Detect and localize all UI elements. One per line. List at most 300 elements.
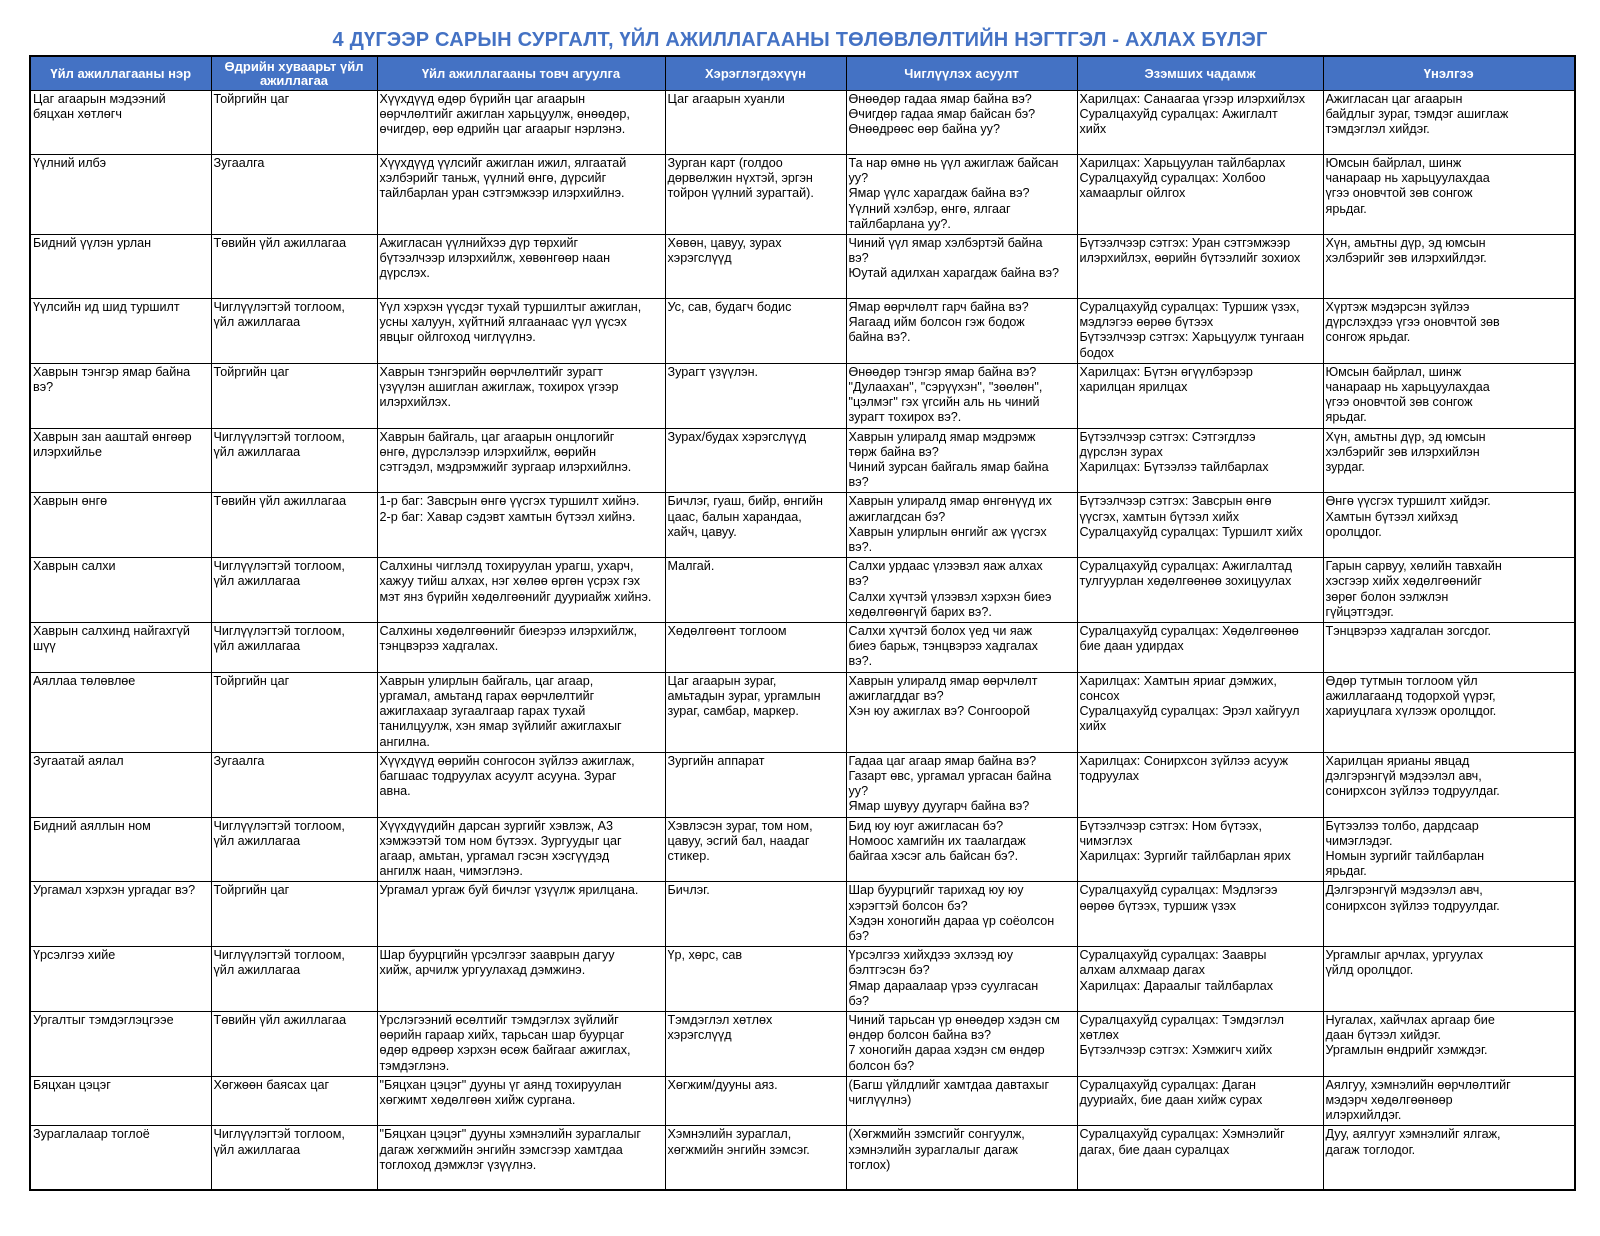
cell-line: үйл ажиллагаа: [213, 963, 301, 978]
cell-line: Бичлэг, гуаш, бийр, өнгийн: [667, 494, 823, 509]
cell-line: бэ?: [848, 928, 870, 943]
cell-guiding-questions: [846, 623, 1077, 673]
cell-materials: [665, 752, 846, 817]
cell-line: Үрслэгээний өсөлтийг тэмдэглэх зүйлийг: [379, 1012, 619, 1027]
cell-line: Харилцах: Сонирхсон зүйлээ асууж: [1079, 753, 1289, 768]
cell-line: Зурган карт (голдоо: [667, 156, 783, 170]
cell-line: үгээ оновчтой зөв сонгож: [1325, 186, 1473, 201]
header-guiding-questions: Чиглүүлэх асуулт: [846, 56, 1077, 91]
cell-line: чимэглэх: [1079, 833, 1133, 848]
cell-line: Хаврын салхинд найгахгүй: [33, 624, 190, 639]
cell-materials: [665, 363, 846, 428]
cell-assessment: [1323, 155, 1575, 235]
cell-line: байгаа хэсэг аль байсан бэ?.: [848, 848, 1019, 863]
cell-line: хариуцлага хүлээж оролцдог.: [1325, 704, 1497, 719]
cell-line: Үүл хэрхэн үүсдэг тухай туршилтыг ажиглан,: [379, 300, 642, 315]
cell-line: үйл ажиллагаа: [213, 1142, 301, 1157]
cell-daily-schedule: [211, 623, 377, 673]
cell-line: Ургамал ургаж буй бичлэг үзүүлж ярилцана.: [379, 883, 639, 898]
table-row: [30, 299, 1575, 364]
table-row: [30, 672, 1575, 752]
cell-line: Үүлний хэлбэр, өнгө, ялгааг: [848, 201, 1011, 216]
table-row: [30, 1126, 1575, 1190]
cell-line: хэлбэрийг таньж, үүлний өнгө, дүрсийг: [379, 171, 607, 186]
cell-line: Суралцахуйд суралцах: Эрэл хайгуул: [1079, 704, 1300, 719]
cell-line: Суралцахуйд суралцах: Хэмнэлийг: [1079, 1127, 1285, 1142]
cell-line: ярьдаг.: [1325, 201, 1367, 216]
cell-line: Ажигласан цаг агаарын: [1325, 92, 1463, 106]
cell-daily-schedule: [211, 1076, 377, 1126]
cell-line: Ургамлын өндрийг хэмждэг.: [1325, 1043, 1488, 1058]
cell-line: 7 хоногийн дараа хэдэн см өндөр: [848, 1043, 1045, 1058]
cell-line: тодруулах: [1079, 768, 1140, 783]
cell-line: Та нар өмнө нь үүл ажиглаж байсан: [848, 156, 1059, 170]
cell-competencies: [1077, 672, 1323, 752]
cell-line: Хүүхдүүд өдөр бүрийн цаг агаарын: [379, 92, 586, 106]
cell-line: Чиглүүлэгтэй тоглоом,: [213, 300, 345, 315]
cell-assessment: [1323, 882, 1575, 947]
cell-guiding-questions: [846, 672, 1077, 752]
cell-line: явцыг ойлгоход чиглүүлнэ.: [379, 330, 536, 345]
table-row: [30, 1076, 1575, 1126]
cell-assessment: [1323, 752, 1575, 817]
cell-line: сонирхсон зүйлээ тодруулдаг.: [1325, 784, 1500, 799]
cell-line: тайлбарлана уу?.: [848, 216, 951, 231]
cell-line: Юмсын байрлал, шинж: [1325, 156, 1462, 170]
cell-line: Бидний аяллын ном: [33, 818, 151, 833]
cell-line: "Дулаахан", "сэрүүхэн", "зөөлөн",: [848, 380, 1043, 395]
cell-line: Чиний үүл ямар хэлбэртэй байна: [848, 236, 1043, 251]
cell-line: Суралцахуйд суралцах: Холбоо: [1079, 171, 1266, 186]
cell-activity-name: [30, 363, 211, 428]
cell-line: өнгө, дүрслэлээр илэрхийлж, өөрийн: [379, 444, 597, 459]
cell-line: Хаврын тэнгэр ямар байна: [33, 364, 191, 379]
cell-line: үзүүлэн ашиглан ажиглаж, тохирох үгээр: [379, 380, 619, 395]
plan-table: [29, 55, 1576, 1191]
cell-line: тэмдэглэл хийдэг.: [1325, 122, 1430, 137]
cell-line: Газарт өвс, ургамал ургасан байна: [848, 768, 1052, 783]
cell-line: Тойргийн цаг: [213, 883, 290, 898]
cell-line: вэ?: [848, 475, 869, 490]
cell-line: Чиглүүлэгтэй тоглоом,: [213, 948, 345, 963]
cell-line: 2-р баг: Хавар сэдэвт хамтын бүтээл хийнэ.: [379, 509, 636, 524]
cell-line: "Бяцхан цэцэг" дууны хэмнэлийн зураглалыг: [379, 1127, 641, 1142]
cell-line: тулгуурлан хөдөлгөөнөө зохицуулах: [1079, 574, 1292, 589]
cell-line: тоглох): [848, 1157, 891, 1172]
cell-line: Яагаад ийм болсон гэж бодож: [848, 315, 1025, 330]
cell-line: Гадаа цаг агаар ямар байна вэ?: [848, 753, 1037, 768]
cell-line: ангилж наан, чимэглэнэ.: [379, 864, 523, 879]
cell-line: даан бүтээл хийдэг.: [1325, 1028, 1441, 1043]
cell-line: ажиллагаанд тодорхой үүрэг,: [1325, 688, 1496, 703]
cell-guiding-questions: [846, 299, 1077, 364]
cell-line: Хаврын байгаль, цаг агаарын онцлогийг: [379, 429, 615, 444]
cell-line: Харилцах: Санаагаа үгээр илэрхийлэх: [1079, 92, 1306, 106]
cell-line: Хэмнэлийн зураглал,: [667, 1127, 792, 1142]
cell-line: Бидний үүлэн урлан: [33, 236, 152, 251]
cell-daily-schedule: [211, 672, 377, 752]
cell-activity-name: [30, 155, 211, 235]
cell-daily-schedule: [211, 235, 377, 299]
cell-line: 1-р баг: Завсрын өнгө үүсгэх туршилт хийнэ.: [379, 494, 640, 509]
cell-line: чанараар нь харьцуулахдаа: [1325, 380, 1490, 395]
cell-line: Суралцахуйд суралцах: Тэмдэглэл: [1079, 1012, 1284, 1027]
cell-line: ажиглагдсан бэ?: [848, 509, 946, 524]
cell-line: (Багш үйлдлийг хамтдаа давтахыг: [848, 1077, 1050, 1092]
cell-line: Хөдөлгөөнт тоглоом: [667, 624, 787, 639]
cell-line: илэрхийлэх, өөрийн бүтээлийг зохиох: [1079, 251, 1301, 266]
cell-competencies: [1077, 428, 1323, 493]
cell-line: Хөгжөөн баясах цаг: [213, 1077, 330, 1092]
cell-line: Хөгжим/дууны аяз.: [667, 1077, 778, 1092]
cell-line: стикер.: [667, 848, 710, 863]
cell-line: хэрэгтэй болсон бэ?: [848, 898, 968, 913]
cell-line: вэ?.: [848, 540, 873, 555]
cell-line: мэт янз бүрийн хөдөлгөөнийг дууриайж хийнэ.: [379, 589, 652, 604]
cell-line: хэмжээтэй том ном бүтээх. Зургуудыг цаг: [379, 833, 622, 848]
cell-guiding-questions: [846, 155, 1077, 235]
cell-line: Суралцахуйд суралцах: Хөдөлгөөнөө: [1079, 624, 1299, 639]
cell-activity-name: [30, 428, 211, 493]
cell-line: алхам алхмаар дагах: [1079, 963, 1205, 978]
cell-competencies: [1077, 558, 1323, 623]
cell-line: Хаврын улиралд ямар мэдрэмж: [848, 429, 1036, 444]
cell-daily-schedule: [211, 752, 377, 817]
cell-line: Үүлний илбэ: [33, 156, 107, 170]
cell-guiding-questions: [846, 1076, 1077, 1126]
cell-line: Үрсэлгээ хийе: [33, 948, 116, 963]
cell-line: Хаврын тэнгэрийн өөрчлөлтийг зурагт: [379, 364, 603, 379]
cell-line: Дэлгэрэнгүй мэдээлэл авч,: [1325, 883, 1483, 898]
cell-activity-content: [377, 1126, 665, 1190]
table-row: [30, 235, 1575, 299]
cell-line: Өдөр тутмын тоглоом үйл: [1325, 673, 1478, 688]
cell-line: биеэ барьж, тэнцвэрээ хадгалах: [848, 639, 1038, 654]
cell-line: үйл ажиллагаа: [213, 574, 301, 589]
header-activity-content: Үйл ажиллагааны товч агуулга: [377, 56, 665, 91]
cell-line: зураг, самбар, маркер.: [667, 704, 799, 719]
cell-competencies: [1077, 1011, 1323, 1076]
cell-line: Суралцахуйд суралцах: Ажиглалтад: [1079, 559, 1292, 574]
cell-competencies: [1077, 493, 1323, 558]
cell-line: Суралцахуйд суралцах: Туршиж үзэх,: [1079, 300, 1300, 315]
cell-line: илэрхийлэх.: [379, 395, 451, 410]
cell-line: Төвийн үйл ажиллагаа: [213, 236, 347, 251]
cell-line: хэлбэрийг зөв илэрхийлэн: [1325, 444, 1480, 459]
table-body: [30, 91, 1575, 1190]
cell-line: Юмсын байрлал, шинж: [1325, 364, 1462, 379]
cell-daily-schedule: [211, 558, 377, 623]
cell-line: ярьдаг.: [1325, 864, 1367, 879]
cell-line: Хамтын бүтээл хийхэд: [1325, 509, 1458, 524]
cell-daily-schedule: [211, 299, 377, 364]
cell-line: хөгжмийн энгийн зэмсэг.: [667, 1142, 810, 1157]
header-competencies: Эзэмших чадамж: [1077, 56, 1323, 91]
cell-activity-name: [30, 91, 211, 155]
cell-line: Чиний тарьсан үр өнөөдөр хэдэн см: [848, 1012, 1060, 1027]
cell-line: Хаврын улирлын байгаль, цаг агаар,: [379, 673, 594, 688]
cell-competencies: [1077, 623, 1323, 673]
header-daily-schedule: Өдрийн хуваарьт үйл ажиллагаа: [211, 56, 377, 91]
cell-line: Суралцахуйд суралцах: Ажиглалт: [1079, 107, 1278, 122]
cell-line: бүтээлчээр илэрхийлж, хөвөнгөөр наан: [379, 251, 611, 266]
cell-line: Хаврын салхи: [33, 559, 116, 574]
cell-line: шүү: [33, 639, 56, 654]
cell-line: Үрсэлгээ хийхдээ эхлээд юу: [848, 948, 1013, 963]
cell-assessment: [1323, 1126, 1575, 1190]
table-row: [30, 817, 1575, 882]
cell-line: Зурах/будах хэрэгслүүд: [667, 429, 807, 444]
cell-assessment: [1323, 947, 1575, 1012]
cell-line: танилцуулж, хэн ямар зүйлийг ажиглахыг: [379, 719, 622, 734]
table-row: [30, 155, 1575, 235]
cell-guiding-questions: [846, 428, 1077, 493]
cell-activity-content: [377, 752, 665, 817]
cell-line: тоглоход дэмжлэг үзүүлнэ.: [379, 1157, 537, 1172]
cell-assessment: [1323, 558, 1575, 623]
cell-materials: [665, 155, 846, 235]
cell-line: (Хөгжмийн зэмсгийг сонгуулж,: [848, 1127, 1025, 1142]
cell-line: Ямар шувуу дуугарч байна вэ?: [848, 799, 1030, 814]
cell-materials: [665, 493, 846, 558]
cell-line: Тойргийн цаг: [213, 364, 290, 379]
cell-line: Бичлэг.: [667, 883, 710, 898]
header-activity-name: Үйл ажиллагааны нэр: [30, 56, 211, 91]
cell-line: хэрэгслүүд: [667, 1028, 732, 1043]
cell-line: хөтлөх: [1079, 1028, 1119, 1043]
cell-line: Өнөөдөр гадаа ямар байна вэ?: [848, 92, 1032, 106]
cell-line: гүйцэтгэдэг.: [1325, 604, 1394, 619]
cell-line: төрж байна вэ?: [848, 444, 939, 459]
cell-line: Бүтээлчээр сэтгэх: Уран сэтгэмжээр: [1079, 236, 1291, 251]
cell-line: үйлд оролцдог.: [1325, 963, 1414, 978]
cell-line: уу?: [848, 784, 869, 799]
cell-line: өчигдөр, өөр өдрийн цаг агаарыг нэрлэнэ.: [379, 122, 626, 137]
cell-line: өөрийн гараар хийх, тарьсан шар буурцаг: [379, 1028, 625, 1043]
cell-line: хэлбэрийг зөв илэрхийлдэг.: [1325, 251, 1487, 266]
header-row: [30, 56, 1575, 91]
cell-assessment: [1323, 428, 1575, 493]
cell-competencies: [1077, 363, 1323, 428]
header-assessment: Үнэлгээ: [1323, 56, 1575, 91]
cell-line: Чиглүүлэгтэй тоглоом,: [213, 818, 345, 833]
cell-line: ургамал, амьтанд гарах өөрчлөлтийг: [379, 688, 595, 703]
cell-activity-name: [30, 1076, 211, 1126]
cell-line: үйл ажиллагаа: [213, 315, 301, 330]
cell-materials: [665, 235, 846, 299]
cell-line: Суралцахуйд суралцах: Даган: [1079, 1077, 1256, 1092]
cell-line: Юутай адилхан харагдаж байна вэ?: [848, 266, 1060, 281]
cell-line: усны халуун, хүйтний ялгаанаас үүл үүсэх: [379, 315, 627, 330]
cell-line: Гарын сарвуу, хөлийн тавхайн: [1325, 559, 1502, 574]
cell-line: Чиглүүлэгтэй тоглоом,: [213, 429, 345, 444]
cell-line: үгээ оновчтой зөв сонгож: [1325, 395, 1473, 410]
cell-materials: [665, 91, 846, 155]
cell-line: үйл ажиллагаа: [213, 444, 301, 459]
cell-line: Ямар өөрчлөлт гарч байна вэ?: [848, 300, 1029, 315]
cell-line: вэ?: [33, 380, 54, 395]
cell-competencies: [1077, 947, 1323, 1012]
cell-line: мэдлэгээ өөрөө бүтээх: [1079, 315, 1214, 330]
cell-activity-content: [377, 672, 665, 752]
cell-line: хийх: [1079, 122, 1107, 137]
cell-line: Суралцахуйд суралцах: Мэдлэгээ: [1079, 883, 1278, 898]
cell-line: Малгай.: [667, 559, 715, 574]
cell-line: зурагт тохирох вэ?.: [848, 410, 962, 425]
cell-line: оролцдог.: [1325, 524, 1382, 539]
cell-line: тэмдэглэнэ.: [379, 1058, 450, 1073]
cell-line: өндөр болсон байна вэ?: [848, 1028, 992, 1043]
cell-line: багшаас тодруулах асуулт асууна. Зураг: [379, 768, 617, 783]
cell-activity-name: [30, 752, 211, 817]
cell-line: Бүтээлчээр сэтгэх: Хэмжигч хийх: [1079, 1043, 1273, 1058]
cell-line: Тойргийн цаг: [213, 673, 290, 688]
table-row: [30, 623, 1575, 673]
cell-line: Хаврын өнгө: [33, 494, 108, 509]
cell-daily-schedule: [211, 882, 377, 947]
cell-line: сэтгэдэл, мэдрэмжийг зургаар илэрхийлнэ.: [379, 460, 632, 475]
cell-line: Харилцах: Бүтэн өгүүлбэрээр: [1079, 364, 1253, 379]
cell-activity-content: [377, 235, 665, 299]
cell-line: Бяцхан цэцэг: [33, 1077, 111, 1092]
cell-activity-content: [377, 882, 665, 947]
cell-guiding-questions: [846, 363, 1077, 428]
cell-line: Салхи хүчтэй үлээвэл хэрхэн биеэ: [848, 589, 1052, 604]
cell-line: Тэнцвэрээ хадгалан зогсдог.: [1325, 624, 1492, 639]
cell-line: өөрөө бүтээх, туршиж үзэх: [1079, 898, 1237, 913]
cell-line: "цэлмэг" гэх үгсийн аль нь чиний: [848, 395, 1040, 410]
cell-activity-content: [377, 155, 665, 235]
cell-line: Хэвлэсэн зураг, том ном,: [667, 818, 813, 833]
cell-activity-content: [377, 817, 665, 882]
cell-line: Хаврын улиралд ямар өөрчлөлт: [848, 673, 1038, 688]
cell-line: Цаг агаарын зураг,: [667, 673, 777, 688]
cell-activity-name: [30, 947, 211, 1012]
cell-guiding-questions: [846, 882, 1077, 947]
cell-assessment: [1323, 623, 1575, 673]
cell-guiding-questions: [846, 558, 1077, 623]
cell-line: үйл ажиллагаа: [213, 833, 301, 848]
cell-line: Харилцах: Хамтын яриаг дэмжих,: [1079, 673, 1277, 688]
cell-assessment: [1323, 1076, 1575, 1126]
cell-line: хэмнэлийн зураглалыг дагаж: [848, 1142, 1018, 1157]
cell-line: ангилна.: [379, 734, 430, 749]
cell-competencies: [1077, 1076, 1323, 1126]
cell-activity-content: [377, 428, 665, 493]
cell-line: Чиглүүлэгтэй тоглоом,: [213, 559, 345, 574]
cell-activity-content: [377, 363, 665, 428]
cell-line: дагаж тоглодог.: [1325, 1142, 1416, 1157]
table-row: [30, 558, 1575, 623]
cell-line: Зургийн аппарат: [667, 753, 765, 768]
cell-line: Аяллаа төлөвлөе: [33, 673, 136, 688]
cell-line: ажиглагддаг вэ?: [848, 688, 944, 703]
cell-line: Харилцан ярианы явцад: [1325, 753, 1470, 768]
cell-line: дөрвөлжин нүхтэй, эргэн: [667, 171, 813, 186]
cell-line: мэдэрч хөдөлгөөнөөр: [1325, 1092, 1453, 1107]
cell-line: Төвийн үйл ажиллагаа: [213, 1012, 347, 1027]
cell-line: Тэмдэглэл хөтлөх: [667, 1012, 773, 1027]
cell-materials: [665, 817, 846, 882]
cell-competencies: [1077, 752, 1323, 817]
cell-line: тойрон үүлний зурагтай).: [667, 186, 814, 201]
cell-guiding-questions: [846, 235, 1077, 299]
cell-activity-content: [377, 1011, 665, 1076]
table-row: [30, 493, 1575, 558]
cell-line: сонсох: [1079, 688, 1120, 703]
cell-competencies: [1077, 1126, 1323, 1190]
cell-line: болсон бэ?: [848, 1058, 915, 1073]
table-row: [30, 363, 1575, 428]
cell-guiding-questions: [846, 493, 1077, 558]
cell-assessment: [1323, 1011, 1575, 1076]
table-row: [30, 752, 1575, 817]
cell-line: Өчигдөр гадаа ямар байсан бэ?: [848, 107, 1036, 122]
cell-line: Ургамал хэрхэн ургадаг вэ?: [33, 883, 196, 898]
page-title: 4 ДҮГЭЭР САРЫН СУРГАЛТ, ҮЙЛ АЖИЛЛАГААНЫ ТӨЛӨВЛӨЛТИЙН НЭГТГЭЛ - АХЛАХ БҮЛЭГ: [332, 29, 1268, 51]
cell-line: Тойргийн цаг: [213, 92, 290, 106]
cell-materials: [665, 558, 846, 623]
cell-line: дүрслэн зурах: [1079, 444, 1163, 459]
cell-line: хэсгээр хийх хөдөлгөөнийг: [1325, 574, 1482, 589]
cell-line: Шар буурцгийг тарихад юу юу: [848, 883, 1024, 898]
cell-line: Суралцахуйд суралцах: Туршилт хийх: [1079, 524, 1303, 539]
cell-line: Ямар үүлс харагдаж байна вэ?: [848, 186, 1030, 201]
cell-competencies: [1077, 299, 1323, 364]
cell-line: дагаж хөгжмийн энгийн зэмсгээр хамтдаа: [379, 1142, 623, 1157]
cell-line: Чиглүүлэгтэй тоглоом,: [213, 624, 345, 639]
cell-line: дүрслэхдээ үгээ оновчтой зөв: [1325, 315, 1500, 330]
cell-line: Зугаалга: [213, 753, 265, 768]
cell-materials: [665, 882, 846, 947]
cell-activity-content: [377, 1076, 665, 1126]
cell-line: сонирхсон зүйлээ тодруулдаг.: [1325, 898, 1500, 913]
cell-activity-name: [30, 1126, 211, 1190]
cell-guiding-questions: [846, 91, 1077, 155]
cell-competencies: [1077, 817, 1323, 882]
cell-activity-name: [30, 299, 211, 364]
cell-activity-name: [30, 235, 211, 299]
cell-line: Өнөөдөр тэнгэр ямар байна вэ?: [848, 364, 1037, 379]
cell-guiding-questions: [846, 752, 1077, 817]
cell-line: Цаг агаарын мэдээний: [33, 92, 166, 106]
cell-activity-name: [30, 558, 211, 623]
cell-line: хайч, цавуу.: [667, 524, 737, 539]
cell-line: хамаарлыг ойлгох: [1079, 186, 1186, 201]
cell-materials: [665, 428, 846, 493]
cell-materials: [665, 1126, 846, 1190]
cell-activity-name: [30, 882, 211, 947]
cell-line: Салхи урдаас үлээвэл яаж алхах: [848, 559, 1043, 574]
cell-line: Хэн юу ажиглах вэ? Сонгоорой: [848, 704, 1030, 719]
cell-line: Салхи хүчтэй болох үед чи яаж: [848, 624, 1033, 639]
cell-line: дууриайх, бие даан хийж сурах: [1079, 1092, 1263, 1107]
cell-line: Зурагт үзүүлэн.: [667, 364, 759, 379]
cell-daily-schedule: [211, 91, 377, 155]
cell-activity-name: [30, 672, 211, 752]
cell-line: Үр, хөрс, сав: [667, 948, 743, 963]
cell-line: вэ?: [848, 574, 869, 589]
cell-activity-name: [30, 1011, 211, 1076]
cell-line: Чиглүүлэгтэй тоглоом,: [213, 1127, 345, 1142]
cell-activity-content: [377, 623, 665, 673]
cell-activity-content: [377, 558, 665, 623]
cell-line: Хэдэн хоногийн дараа үр соёолсон: [848, 913, 1055, 928]
cell-line: Бүтээлчээр сэтгэх: Завсрын өнгө: [1079, 494, 1272, 509]
cell-competencies: [1077, 882, 1323, 947]
cell-line: сонгож ярьдаг.: [1325, 330, 1411, 345]
cell-line: Бүтээлчээр сэтгэх: Сэтгэгдлээ: [1079, 429, 1256, 444]
